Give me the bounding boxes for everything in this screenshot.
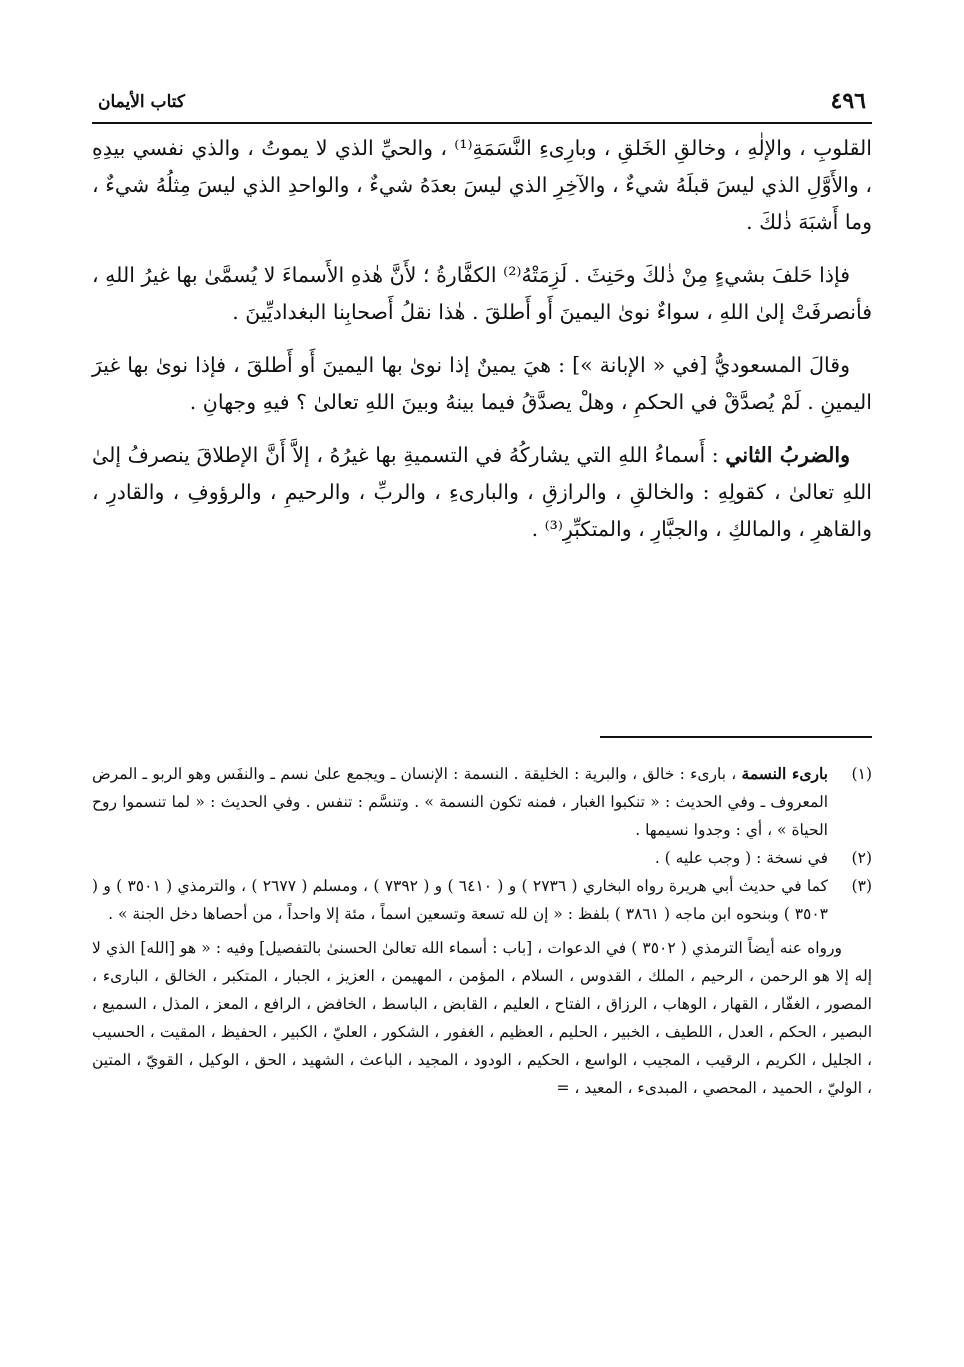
footnote-text (92, 760, 828, 844)
footnote-3 (92, 872, 872, 928)
paragraph-4 (92, 437, 872, 548)
paragraph-4-text: : أَسماءُ اللهِ التي يشاركُهُ في التسميةِ بها غيرُهُ ، إلاَّ أَنَّ الإطلاقَ ينصرفُ إلىٰ اللهِ تعالىٰ ، كقولِهِ : والخالقِ ، والرازقِ ، والبارىءِ ، والربِّ ، والرحيمِ ، والرؤوفِ ، والقادرِ ، والقاهرِ ، والمالكِ ، والجبَّارِ ، والمتكبِّرِ⁽³⁾ . (92, 443, 872, 541)
page-header (92, 88, 872, 124)
section-lead: والضربُ الثاني (725, 443, 850, 467)
paragraph-1: القلوبِ ، والإلٰهِ ، وخالقِ الخَلقِ ، وبارِىءِ النَّسَمَةِ⁽¹⁾ ، والحيِّ الذي لا يموتُ ، والذي نفسي بيدِهِ ، والأَوَّلِ الذي ليسَ قبلَهُ شيءٌ ، والآخِرِ الذي ليسَ بعدَهُ شيءٌ ، والواحدِ الذي ليسَ مِثلُهُ شيءٌ ، وما أَشبَهَ ذٰلكَ . (92, 136, 872, 234)
footnote-text: في نسخة : ( وجب عليه ) . (654, 849, 828, 867)
footnote-number: (١) (851, 765, 872, 783)
paragraph-3: وقالَ المسعوديُّ [في « الإبانة »] : هيَ يمينٌ إذا نوىٰ بها اليمينَ أَو أَطلقَ ، فإذا نوىٰ بها غيرَ اليمينِ . لَمْ يُصدَّقْ في الحكمِ ، وهلْ يصدَّقُ فيما بينهُ وبينَ اللهِ تعالىٰ ؟ فيهِ وجهانِ . (92, 353, 872, 414)
footnotes (92, 760, 872, 1102)
footnote-number: (٣) (851, 877, 872, 895)
footnote-text: كما في حديث أبي هريرة رواه البخاري ( ٢٧٣٦ ) و ( ٦٤١٠ ) و ( ٧٣٩٢ ) ، ومسلم ( ٢٦٧٧ ) ، والترمذي ( ٣٥٠١ ) و ( ٣٥٠٣ ) وبنحوه ابن ماجه ( ٣٨٦١ ) بلفظ : « إن لله تسعة وتسعين اسماً ، مئة إلا واحداً ، من أحصاها دخل الجنة » . (92, 877, 828, 923)
footnote-2 (92, 844, 872, 872)
main-text (92, 130, 872, 564)
book-title: كتاب الأيمان (98, 92, 185, 112)
footnote-number: (٢) (851, 849, 872, 867)
page-number: ٤٩٦ (830, 88, 866, 114)
footnote-1 (92, 760, 872, 844)
footnote-lead: بارىء النسمة (741, 764, 828, 783)
footnote-3-continuation: ورواه عنه أيضاً الترمذي ( ٣٥٠٢ ) في الدعوات ، [باب : أسماء الله تعالىٰ الحسنىٰ بالتفصيل] وفيه : « هو [الله] الذي لا إله إلا هو الرحمن ، الرحيم ، الملك ، القدوس ، السلام ، المؤمن ، المهيمن ، العزيز ، الجبار ، المتكبر ، الخالق ، البارىء ، المصور ، الغفّار ، القهار ، الوهاب ، الرزاق ، الفتاح ، العليم ، القابض ، الباسط ، الخافض ، الرافع ، المعز ، المذل ، السميع ، البصير ، الحكم ، العدل ، اللطيف ، الخبير ، الحليم ، العظيم ، الغفور ، الشكور ، العليّ ، الكبير ، الحفيظ ، المقيت ، الحسيب ، الجليل ، الكريم ، الرقيب ، المجيب ، الواسع ، الحكيم ، الودود ، المجيد ، الباعث ، الشهيد ، الحق ، الوكيل ، القويّ ، المتين ، الوليّ ، الحميد ، المحصي ، المبدىء ، المعيد ، = (92, 939, 872, 1097)
footnote-body: ، بارىء : خالق ، والبرية : الخليقة . النسمة : الإنسان ـ ويجمع علىٰ نسم ـ والنفَس وهو الربو ـ المرض المعروف ـ وفي الحديث : « تنكبوا الغبار ، فمنه تكون النسمة » . وتنسَّم : تنفس . وفي الحديث : « لما تنسموا روح الحياة » ، أي : وجدوا نسيمها . (92, 765, 828, 839)
footnote-separator (600, 736, 872, 738)
paragraph-2: فإذا حَلفَ بشيءٍ مِنْ ذٰلكَ وحَنِثَ . لَزِمَتْهُ⁽²⁾ الكفَّارةُ ؛ لأَنَّ هٰذهِ الأَسماءَ لا يُسمَّىٰ بها غيرُ اللهِ ، فأنصرفَتْ إلىٰ اللهِ ، سواءٌ نوىٰ اليمينَ أَو أَطلقَ . هٰذا نقلُ أَصحابِنا البغداديِّينَ . (92, 263, 872, 324)
